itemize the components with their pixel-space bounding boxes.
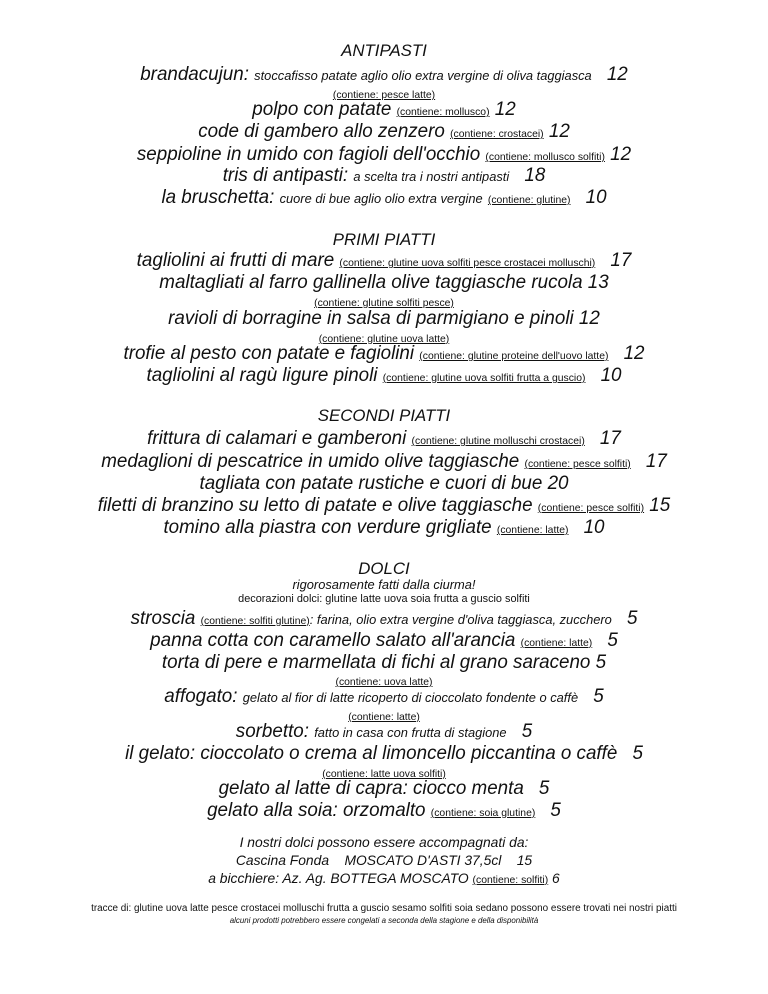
dish-price: 15 [649, 495, 671, 516]
allergen-note: (contiene: mollusco solfiti) [485, 151, 605, 163]
dish-name: tomino alla piastra con verdure grigliate [163, 517, 492, 538]
dish-description: cuore di bue aglio olio extra vergine [279, 191, 483, 206]
wine-price: 15 [516, 852, 533, 868]
dolci-decorations-note: decorazioni dolci: glutine latte uova soia frutta a guscio solfiti [238, 593, 530, 605]
allergen-note: (contiene: latte uova solfiti) [322, 768, 446, 780]
allergen-note: (contiene: pesce solfiti) [537, 502, 645, 514]
dish-name: ravioli di borragine in salsa di parmigiano e pinoli [168, 308, 574, 329]
allergen-note: (contiene: glutine uova latte) [318, 333, 450, 345]
menu-item-frittura [4, 429, 764, 448]
allergen-note: (contiene: pesce solfiti) [524, 458, 631, 470]
dish-name: polpo con patate [252, 99, 392, 120]
wine-producer: Cascina Fonda [235, 852, 330, 868]
allergen-note: (contiene: latte) [348, 711, 420, 723]
allergen-note: (contiene: glutine proteine dell'uovo latte) [419, 350, 609, 362]
dish-name: tagliolini ai frutti di mare [136, 250, 335, 271]
dish-price: 10 [585, 187, 607, 208]
dish-name: trofie al pesto con patate e fagiolini [123, 343, 415, 364]
dish-name: tagliata con patate rustiche e cuori di bue 20 [199, 473, 569, 494]
wine-line-bottle [4, 853, 764, 867]
dish-name: medaglioni di pescatrice in umido olive taggiasche [101, 451, 520, 472]
section-title-secondi: SECONDI PIATTI [317, 406, 451, 425]
menu-item-sorbetto [4, 722, 764, 741]
dish-price: 17 [610, 250, 632, 271]
allergen-note: (contiene: latte) [496, 524, 569, 536]
dish-description: fatto in casa con frutta di stagione [314, 725, 507, 740]
allergen-note: (contiene: pesce latte) [332, 89, 436, 101]
dish-name: code di gambero allo zenzero [198, 121, 445, 142]
dish-name: torta di pere e marmellata di fichi al grano saraceno [161, 652, 591, 673]
menu-item-medaglioni [4, 452, 764, 471]
allergen-note: (contiene: solfiti) [472, 874, 549, 886]
dish-description: gelato al fior di latte ricoperto di cioccolato fondente o caffè [242, 690, 579, 705]
dish-name: sorbetto: [235, 721, 309, 742]
dish-price: 5 [626, 608, 638, 629]
dish-price: 5 [632, 743, 643, 764]
wine-glass: a bicchiere: Az. Ag. BOTTEGA MOSCATO [208, 870, 469, 886]
allergen-note: (contiene: glutine) [487, 194, 571, 206]
dish-price: 17 [645, 451, 667, 472]
dish-price: 10 [600, 365, 622, 386]
dish-price: 12 [494, 99, 516, 120]
dish-description: stoccafisso patate aglio olio extra vergine di oliva taggiasca [254, 68, 592, 83]
allergen-note: (contiene: glutine uova solfiti pesce crostacei molluschi) [339, 257, 596, 269]
dish-name: stroscia [130, 608, 196, 629]
dish-name: tris di antipasti: [222, 165, 349, 186]
menu-item-tagliata [4, 474, 764, 493]
menu-item-panna-cotta [4, 631, 764, 650]
menu-item-maltagliati [4, 273, 764, 292]
dish-description: a scelta tra i nostri antipasti [353, 169, 510, 184]
dish-price: 12 [610, 144, 632, 165]
allergen-note: (contiene: solfiti glutine) [200, 615, 310, 627]
dish-price: 10 [583, 517, 605, 538]
dish-price: 5 [593, 686, 604, 707]
menu-item-brandacujun [4, 65, 764, 84]
wine-line-glass [4, 871, 764, 886]
menu-item-gelato [4, 744, 764, 763]
dish-price: 5 [550, 800, 561, 821]
menu-item-torta [4, 653, 764, 672]
menu-item-affogato [4, 687, 764, 706]
wine-intro: I nostri dolci possono essere accompagnati da: [239, 834, 529, 850]
allergen-note: (contiene: mollusco) [396, 106, 490, 118]
dish-name: frittura di calamari e gamberoni [147, 428, 407, 449]
allergen-note: (contiene: soia glutine) [430, 807, 536, 819]
wine-name: MOSCATO D'ASTI 37,5cl [344, 852, 502, 868]
dish-name: tagliolini al ragù ligure pinoli [146, 365, 378, 386]
allergen-note: (contiene: glutine molluschi crostacei) [411, 435, 585, 447]
dish-price: 17 [599, 428, 621, 449]
allergen-note: (contiene: glutine uova solfiti frutta a guscio) [382, 372, 586, 384]
menu-item-stroscia [4, 609, 764, 628]
menu-item-bruschetta [4, 188, 764, 207]
dish-name: gelato alla soia: orzomalto [207, 800, 426, 821]
dish-name: la bruschetta: [161, 187, 275, 208]
menu-item-polpo [4, 100, 764, 119]
dish-name: seppioline in umido con fagioli dell'occhio [136, 144, 481, 165]
menu-item-tagliolini-mare [4, 251, 764, 270]
menu-item-gambero [4, 122, 764, 141]
dish-name: brandacujun: [140, 64, 249, 85]
dish-name: il gelato: cioccolato o crema al limoncello piccantina o caffè [125, 743, 618, 764]
dish-price: 18 [524, 165, 546, 186]
menu-item-tris [4, 166, 764, 185]
menu-item-gelato-soia [4, 801, 764, 820]
dish-price: 5 [521, 721, 533, 742]
section-title-primi: PRIMI PIATTI [332, 230, 436, 249]
menu-item-seppioline [4, 145, 764, 164]
dish-name: panna cotta con caramello salato all'arancia [150, 630, 516, 651]
footer-frozen-note: alcuni prodotti potrebbero essere congelati a seconda della stagione e della disponibilità [229, 916, 539, 925]
wine-price: 6 [552, 870, 560, 886]
menu-item-gelato-capra [4, 779, 764, 798]
section-title-dolci: DOLCI [358, 559, 410, 578]
dish-price: 12 [606, 64, 628, 85]
menu-item-tomino [4, 518, 764, 537]
dish-price: 5 [607, 630, 618, 651]
menu-item-trofie [4, 344, 764, 363]
dish-price: 5 [538, 778, 550, 799]
dish-name: gelato al latte di capra: ciocco menta [218, 778, 524, 799]
allergen-note: (contiene: uova latte) [335, 676, 433, 688]
footer-traces: tracce di: glutine uova latte pesce crostacei molluschi frutta a guscio sesamo solfiti soia sedano possono essere trovati nei nostri piatti [91, 903, 677, 914]
allergen-note: (contiene: latte) [520, 637, 593, 649]
menu-item-branzino [4, 496, 764, 515]
dish-price: 12 [548, 121, 570, 142]
allergen-note: (contiene: crostacei) [450, 128, 544, 140]
dish-price: 12 [623, 343, 645, 364]
dolci-subtitle: rigorosamente fatti dalla ciurma! [292, 577, 476, 592]
dish-price: 12 [578, 308, 600, 329]
dish-price: 13 [587, 272, 609, 293]
menu-item-tagliolini-ragu [4, 366, 764, 385]
allergen-note: (contiene: glutine solfiti pesce) [314, 297, 454, 309]
dish-price: 5 [595, 652, 607, 673]
dish-name: maltagliati al farro gallinella olive taggiasche rucola [159, 272, 583, 293]
dish-name: affogato: [164, 686, 238, 707]
section-title-antipasti: ANTIPASTI [341, 41, 427, 60]
menu-item-ravioli [4, 309, 764, 328]
dish-name: filetti di branzino su letto di patate e olive taggiasche [97, 495, 533, 516]
dish-description: : farina, olio extra vergine d'oliva taggiasca, zucchero [309, 612, 612, 627]
